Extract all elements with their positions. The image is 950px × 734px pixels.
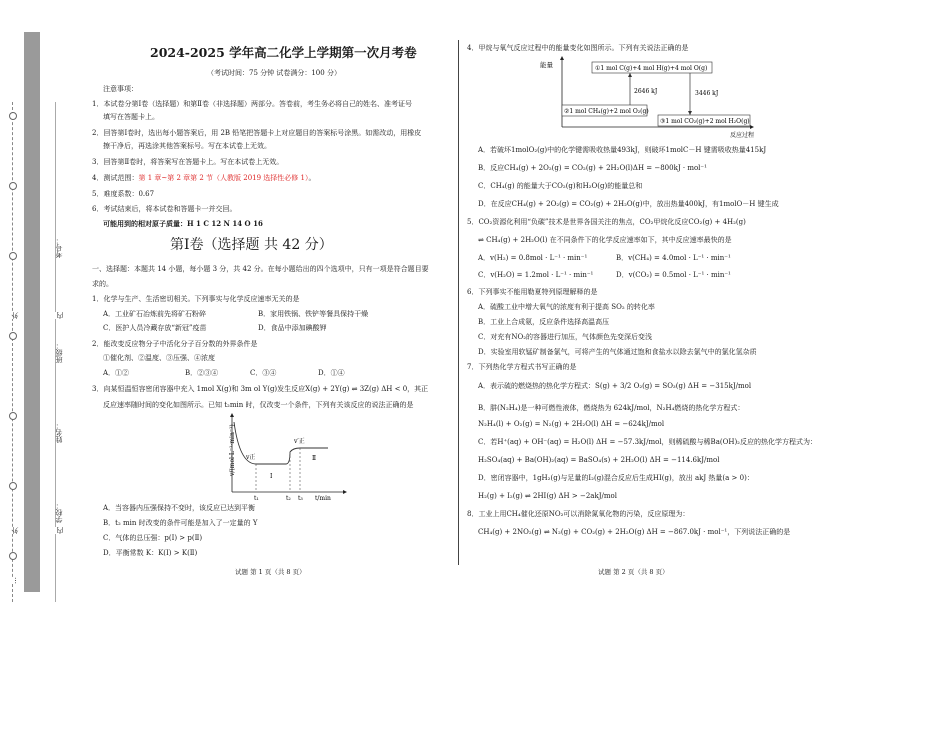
binding-hole bbox=[9, 552, 17, 560]
q5-option-c: C．v(H₂O) = 1.2mol · L⁻¹ · min⁻¹ bbox=[478, 271, 594, 279]
q7-option-b-eq: N₂H₄(l) + O₂(g) = N₂(g) + 2H₂O(l) ΔH = −624kJ/mol bbox=[478, 420, 665, 428]
q3-rate-graph bbox=[218, 412, 348, 502]
exam-number-label: 考号： bbox=[55, 237, 63, 258]
exam-title: 2024-2025 学年高二化学上学期第一次月考卷 bbox=[150, 45, 417, 60]
q7-option-a: A．表示硫的燃烧热的热化学方程式：S(g) + 3/2 O₂(g) = SO₃(g) ΔH = −315kJ/mol bbox=[478, 382, 752, 390]
q3-option-b: B．t₂ min 时改变的条件可能是加入了一定量的 Y bbox=[103, 519, 258, 527]
note-difficulty: 5．难度系数：0.67 bbox=[92, 190, 155, 198]
q6-option-a: A．硫酸工业中增大氧气的浓度有利于提高 SO₂ 的转化率 bbox=[478, 303, 655, 311]
q2-option-b: B．②③④ bbox=[185, 369, 219, 377]
q3-option-d: D．平衡常数 K：K(Ⅰ) > K(Ⅱ) bbox=[103, 549, 198, 557]
q1-option-c: C．医护人员冷藏存放“新冠”疫苗 bbox=[103, 324, 207, 332]
q2-option-a: A．①② bbox=[103, 369, 130, 377]
q3-option-a: A．当容器内压强保持不变时，该反应已达到平衡 bbox=[103, 504, 256, 512]
q1-stem: 1．化学与生产、生活密切相关。下列事实与化学反应速率无关的是 bbox=[92, 295, 300, 303]
note-line: 填写在答题卡上。 bbox=[103, 113, 159, 121]
q5-option-b: B．v(CH₄) = 4.0mol · L⁻¹ · min⁻¹ bbox=[616, 254, 731, 262]
q1-option-d: D．食品中添加碘酸钾 bbox=[258, 324, 327, 332]
binding-hole bbox=[9, 332, 17, 340]
q7-option-b: B．肼(N₂H₄)是一种可燃性液体，燃烧热为 624kJ/mol，N₂H₄燃烧的热化学方程式： bbox=[478, 404, 745, 412]
binding-hole bbox=[9, 252, 17, 260]
q7-option-c-eq: H₂SO₄(aq) + Ba(OH)₂(aq) = BaSO₄(s) + 2H₂O(l) ΔH = −114.6kJ/mol bbox=[478, 456, 720, 464]
note-line: 1．本试卷分第Ⅰ卷（选择题）和第Ⅱ卷（非选择题）两部分。答卷前，考生务必将自己的姓名、准考证号 bbox=[92, 100, 412, 108]
q1-option-a: A．工业矿石冶炼前先将矿石粉碎 bbox=[103, 310, 207, 318]
q3-stem: 3．向某恒温恒容密闭容器中充入 1mol X(g)和 3m ol Y(g)发生反应X(g) + 2Y(g) ⇌ 3Z(g) ΔH < 0，其正 bbox=[92, 385, 429, 393]
q4-option-a: A．若破坏1molO₂(g)中的化学键需吸收热量493kJ，则破坏1molC－H 键需吸收热量415kJ bbox=[478, 146, 767, 154]
name-label: 姓名： bbox=[55, 422, 63, 443]
q2-stem: 2．能改变反应物分子中活化分子百分数的外界条件是 bbox=[92, 340, 258, 348]
binding-bar bbox=[24, 32, 40, 592]
q7-option-d: D．密闭容器中，1gH₂(g)与足量的I₂(g)混合反应后生成HI(g)，放出 akJ 热量(a > 0)： bbox=[478, 474, 754, 482]
q7-stem: 7．下列热化学方程式书写正确的是 bbox=[467, 363, 577, 371]
exam-subtitle: （考试时间：75 分钟 试卷满分：100 分） bbox=[207, 69, 341, 77]
note-scope: 4．测试范围：第 1 章~第 2 章第 2 节（人教版 2019 选择性必修 1）。 bbox=[92, 174, 316, 182]
q8-equation: CH₄(g) + 2NO₂(g) ⇌ N₂(g) + CO₂(g) + 2H₂O(g) ΔH = −867.0kJ · mol⁻¹，下列说法正确的是 bbox=[478, 528, 791, 536]
q4-energy-diagram bbox=[540, 55, 770, 140]
note-line: 擦干净后，再选涂其他答案标号。写在本试卷上无效。 bbox=[103, 142, 271, 150]
q4-option-c: C．CH₄(g) 的能量大于CO₂(g)和H₂O(g)的能量总和 bbox=[478, 182, 643, 190]
q4-option-d: D．在反应CH₄(g) + 2O₂(g) = CO₂(g) + 2H₂O(g)中，放出热量400kJ，有1molO－H 键生成 bbox=[478, 200, 779, 208]
q4-energy-3446: 3446 kJ bbox=[695, 90, 719, 97]
section-intro: 求的。 bbox=[92, 280, 113, 288]
q3-graph-t3: t₃ bbox=[298, 495, 303, 502]
q3-stem-2: 反应速率随时间的变化如图所示。已知 t₂min 时，仅改变一个条件，下列有关该反应的说法正确的是 bbox=[103, 401, 414, 409]
binding-hole bbox=[9, 482, 17, 490]
atomic-masses: 可能用到的相对原子质量：H 1 C 12 N 14 O 16 bbox=[103, 219, 263, 228]
q5-stem: 5．CO₂资源化利用“负碳”技术是世界各国关注的焦点，CO₂甲烷化反应CO₂(g) + 4H₂(g) bbox=[467, 218, 746, 226]
q3-graph-region-2: Ⅱ bbox=[312, 455, 317, 462]
q4-level-bottom: ③1 mol CO₂(g)+2 mol H₂O(g) bbox=[660, 118, 750, 125]
q4-ylabel: 能量 bbox=[540, 61, 553, 69]
q5-option-a: A．v(H₂) = 0.8mol · L⁻¹ · min⁻¹ bbox=[478, 254, 588, 262]
binding-hole bbox=[9, 412, 17, 420]
note-line: 2．回答第Ⅰ卷时，选出每小题答案后，用 2B 铅笔把答题卡上对应题目的答案标号涂黑。如需改动，用橡皮 bbox=[92, 129, 422, 137]
q6-stem: 6．下列事实不能用勒夏特列原理解释的是 bbox=[467, 288, 598, 296]
section-intro: 一、选择题：本题共 14 小题，每小题 3 分，共 42 分。在每小题给出的四个选项中，只有一项是符合题目要 bbox=[92, 265, 429, 273]
q4-energy-2646: 2646 kJ bbox=[634, 88, 658, 95]
q3-graph-t2: t₂ bbox=[286, 495, 291, 502]
q2-option-d: D．①④ bbox=[318, 369, 345, 377]
binding-hole bbox=[9, 182, 17, 190]
q4-option-b: B．反应CH₄(g) + 2O₂(g) = CO₂(g) + 2H₂O(l)ΔH = −800kJ · mol⁻¹ bbox=[478, 164, 707, 172]
q7-option-d-eq: H₂(g) + I₂(g) ⇌ 2HI(g) ΔH > −2akJ/mol bbox=[478, 492, 617, 500]
notes-heading: 注意事项： bbox=[103, 85, 138, 93]
q2-conditions: ①催化剂、②温度、③压强、④浓度 bbox=[103, 354, 215, 362]
dots: … bbox=[10, 577, 18, 584]
q1-option-b: B．家用铁锅、铁铲等餐具保持干燥 bbox=[258, 310, 369, 318]
binding-strip bbox=[0, 12, 72, 632]
column-divider bbox=[458, 40, 459, 565]
page-footer-2: 试题 第 2 页（共 8 页） bbox=[598, 568, 669, 576]
note-line: 3．回答第Ⅱ卷时，将答案写在答题卡上。写在本试卷上无效。 bbox=[92, 158, 284, 166]
q3-option-c: C．气体的总压强：p(Ⅰ) > p(Ⅱ) bbox=[103, 534, 203, 542]
q3-graph-xlabel: t/min bbox=[315, 495, 331, 502]
q6-option-c: C．对充有NO₂的容器进行加压，气体颜色先变深后变浅 bbox=[478, 333, 653, 341]
cut-mark-outer: 外 bbox=[11, 312, 19, 319]
q4-stem: 4．甲烷与氧气反应过程中的能量变化如图所示。下列有关说法正确的是 bbox=[467, 44, 689, 52]
q2-option-c: C．③④ bbox=[250, 369, 277, 377]
q6-option-b: B．工业上合成氨，反应条件选择高温高压 bbox=[478, 318, 610, 326]
q3-graph-region-1: Ⅰ bbox=[270, 473, 273, 480]
binding-hole bbox=[9, 112, 17, 120]
q3-graph-v1: v正 bbox=[246, 454, 256, 461]
q3-graph-ylabel: v/(mol·L⁻¹·min⁻¹) bbox=[229, 424, 236, 476]
q4-xlabel: 反应过程 bbox=[730, 132, 755, 139]
q3-graph-t1: t₁ bbox=[254, 495, 259, 502]
q4-level-mid: ②1 mol CH₄(g)+2 mol O₂(g) bbox=[564, 108, 649, 115]
section-heading: 第Ⅰ卷（选择题 共 42 分） bbox=[170, 237, 333, 253]
q5-stem-2: ⇌ CH₄(g) + 2H₂O(l) 在不同条件下的化学反应速率如下，其中反应速率最快的是 bbox=[478, 236, 732, 244]
cut-mark-outer: 外 bbox=[11, 527, 19, 534]
school-label: 学校： bbox=[55, 502, 63, 523]
cut-mark-inner: 内 bbox=[56, 527, 64, 534]
note-line: 6．考试结束后，将本试卷和答题卡一并交回。 bbox=[92, 205, 237, 213]
cut-mark-inner: 内 bbox=[56, 312, 64, 319]
q3-graph-v2: v′正 bbox=[294, 438, 305, 445]
q7-option-c: C．若H⁺(aq) + OH⁻(aq) = H₂O(l) ΔH = −57.3kJ/mol，则稀硫酸与稀Ba(OH)₂反应的热化学方程式为： bbox=[478, 438, 817, 446]
q4-level-top: ①1 mol C(g)+4 mol H(g)+4 mol O(g) bbox=[595, 65, 708, 72]
q6-option-d: D．实验室用软锰矿制备氯气，可将产生的气体通过饱和食盐水以除去氯气中的氯化氢杂质 bbox=[478, 348, 757, 356]
page-footer-1: 试题 第 1 页（共 8 页） bbox=[235, 568, 306, 576]
q5-option-d: D．v(CO₂) = 0.5mol · L⁻¹ · min⁻¹ bbox=[616, 271, 731, 279]
q8-stem: 8．工业上用CH₄催化还原NO₂可以消除氮氧化物的污染，反应原理为： bbox=[467, 510, 690, 518]
class-label: 班级： bbox=[55, 342, 63, 363]
